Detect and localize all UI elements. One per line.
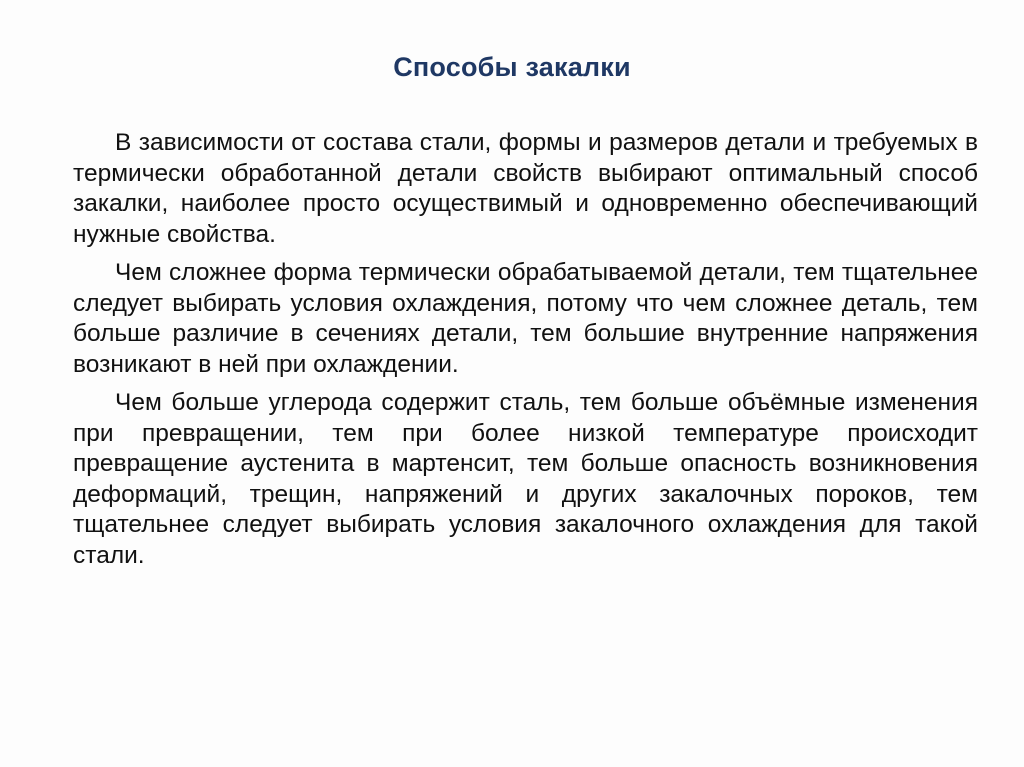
- paragraph-1: В зависимости от состава стали, формы и размеров детали и требуемых в термически обработанной детали свойств выбирают оптимальный способ закалки, наиболее просто осуществимый и одновременно обеспечивающий нужные свойства.: [73, 129, 978, 248]
- slide-title: Способы закалки: [393, 52, 631, 82]
- slide-body: [73, 128, 978, 579]
- paragraph-3: Чем больше углерода содержит сталь, тем больше объёмные изменения при превращении, тем при более низкой температуре происходит превращение аустенита в мартенсит, тем больше опасность возникновения деформаций, трещин, напряжений и других закалочных пороков, тем тщательнее следует выбирать условия закалочного охлаждения для такой стали.: [73, 389, 978, 569]
- paragraph-2: Чем сложнее форма термически обрабатываемой детали, тем тщательнее следует выбирать условия охлаждения, потому что чем сложнее деталь, тем больше различие в сечениях детали, тем большие внутренние напряжения возникают в ней при охлаждении.: [73, 259, 978, 378]
